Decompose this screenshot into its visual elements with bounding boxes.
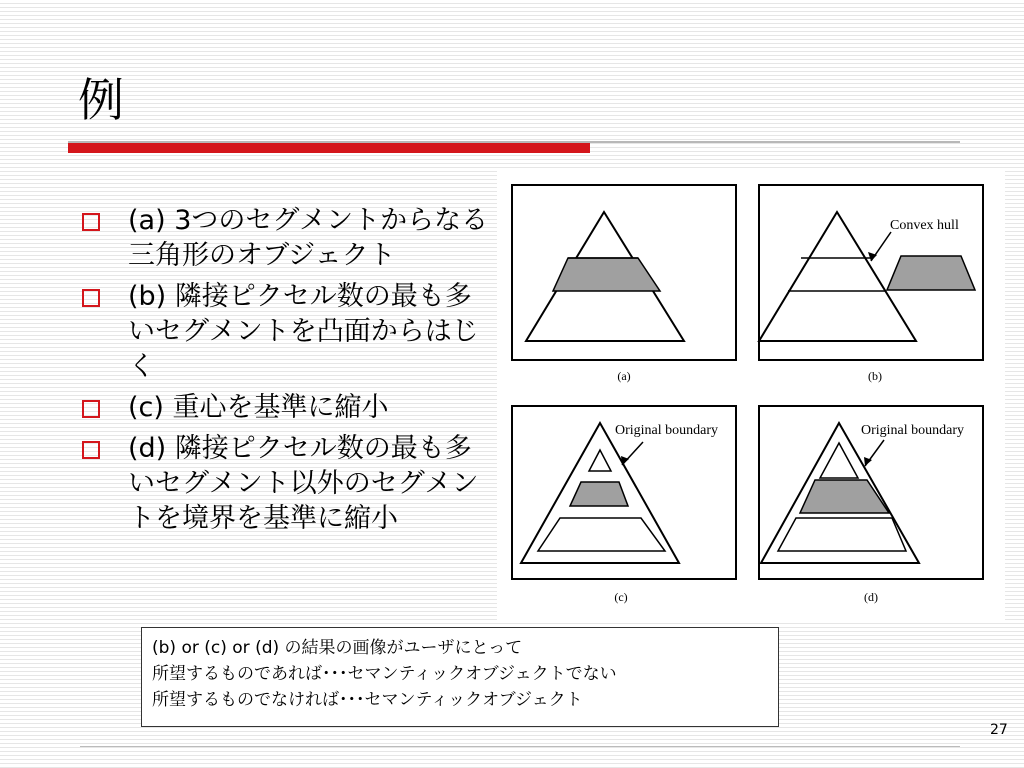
annotation-label: Original boundary <box>861 423 965 438</box>
figure-panel-d <box>759 406 983 604</box>
bullet-text: (b) 隣接ピクセル数の最も多いセグメントを凸面からはじく <box>128 281 479 382</box>
annotation-label: Original boundary <box>615 423 719 438</box>
annotation-label: Convex hull <box>890 218 959 233</box>
footer-divider <box>80 746 960 747</box>
figure-image <box>497 168 1005 620</box>
square-bullet-icon <box>82 441 100 459</box>
title-underline-red <box>68 143 590 153</box>
square-bullet-icon <box>82 213 100 231</box>
segmentation-figure <box>497 168 1005 620</box>
figure-panel-b <box>759 185 983 383</box>
page-number: 27 <box>990 722 1008 738</box>
panel-caption: (c) <box>614 590 628 604</box>
square-bullet-icon <box>82 400 100 418</box>
square-bullet-icon <box>82 289 100 307</box>
bullet-item <box>82 203 492 273</box>
bullet-item <box>82 390 492 425</box>
bullet-item <box>82 431 492 536</box>
figure-panel-c <box>512 406 736 604</box>
note-line: 所望するものであれば･･･セマンティックオブジェクトでない <box>152 664 617 684</box>
bullet-text: (d) 隣接ピクセル数の最も多いセグメント以外のセグメントを境界を基準に縮小 <box>128 433 479 534</box>
note-box <box>141 627 779 727</box>
panel-caption: (a) <box>617 369 631 383</box>
panel-caption: (d) <box>864 590 878 604</box>
note-line: 所望するものでなければ･･･セマンティックオブジェクト <box>152 690 583 710</box>
note-line: (b) or (c) or (d) の結果の画像がユーザにとって <box>152 638 523 658</box>
bullet-text: (a) 3つのセグメントからなる三角形のオブジェクト <box>128 205 489 271</box>
bullet-item <box>82 279 492 384</box>
bullet-list <box>82 203 492 542</box>
panel-caption: (b) <box>868 369 882 383</box>
bullet-text: (c) 重心を基準に縮小 <box>128 392 389 423</box>
slide-title: 例 <box>78 73 124 127</box>
figure-panel-a <box>512 185 736 383</box>
